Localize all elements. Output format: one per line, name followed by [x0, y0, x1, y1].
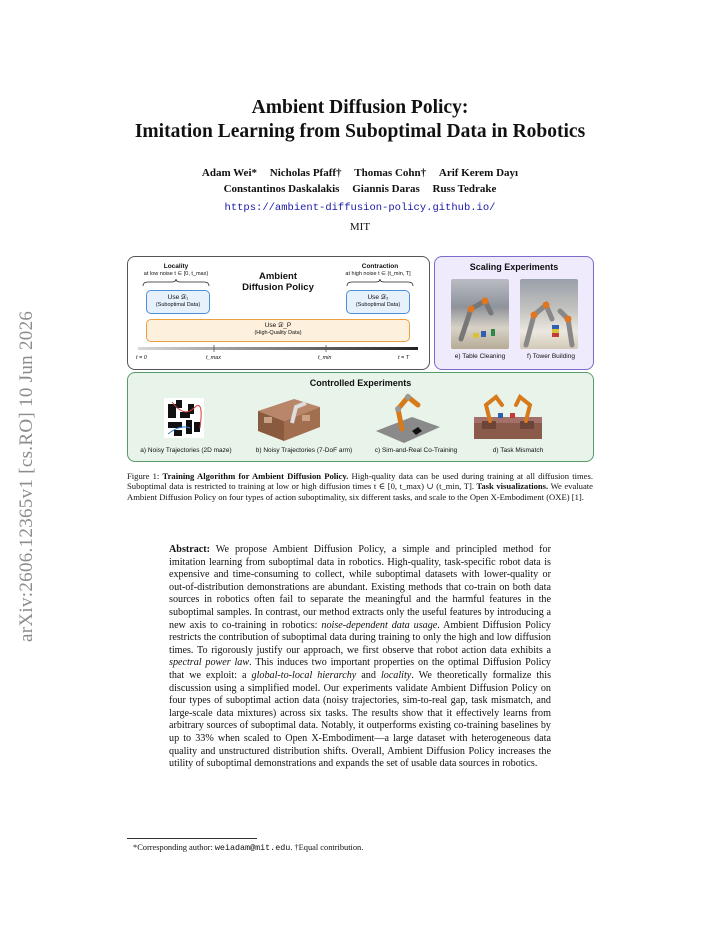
controlled-title: Controlled Experiments: [309, 378, 412, 388]
diffusion-timeline: [138, 345, 420, 353]
use-d1-box: Use 𝒟₁ (Suboptimal Data): [146, 290, 210, 314]
affiliation: MIT: [349, 221, 371, 233]
task-mismatch-image: [470, 391, 546, 443]
contraction-label: Contraction: [361, 263, 399, 270]
caption-tower-building: f) Tower Building: [527, 353, 575, 360]
tick-t0: t = 0: [136, 355, 147, 361]
author: Adam Wei*: [201, 167, 257, 179]
maze-image: [164, 398, 204, 438]
contraction-brace: [346, 279, 414, 287]
controlled-experiments-panel: [127, 372, 594, 462]
project-url-link[interactable]: https://ambient-diffusion-policy.github.io/: [224, 202, 496, 214]
locality-label: Locality: [163, 263, 189, 270]
table-cleaning-photo: [451, 279, 509, 349]
author: Nicholas Pfaff†: [269, 167, 342, 179]
scaling-title: Scaling Experiments: [469, 262, 559, 272]
footnote: *Corresponding author: weiadam@mit.edu. †Equal contribution.: [133, 843, 364, 853]
caption-7dof-arm: b) Noisy Trajectories (7-DoF arm): [255, 447, 353, 454]
locality-brace: [142, 279, 210, 287]
tick-tmax: t_max: [206, 355, 221, 361]
caption-sim-real: c) Sim-and-Real Co-Training: [374, 447, 458, 454]
title-line-2: Imitation Learning from Suboptimal Data in Robotics: [134, 121, 586, 142]
footnote-rule: [127, 838, 257, 839]
figure-caption: Figure 1: Training Algorithm for Ambient Diffusion Policy. High-quality data can be used during training at all diffusion times. Suboptimal data is restricted to training at low or high diffusion times t ∈ [0, t_max) ∪ (t_min, T]. Task visualizations. We evaluate Ambient Diffusion Policy on four types of action suboptimality, six different tasks, and scale to the Open X-Embodiment (OXE) [1].: [127, 471, 593, 502]
use-dp-box: Use 𝒟_P (High-Quality Data): [146, 319, 410, 342]
algorithm-diagram: [127, 256, 430, 370]
diagram-title: Ambient Diffusion Policy: [242, 271, 314, 293]
author: Arif Kerem Dayı: [438, 167, 519, 179]
locality-sub: at low noise t ∈ [0, t_max): [143, 271, 209, 277]
abstract-label: Abstract:: [169, 544, 211, 555]
arxiv-stamp: arXiv:2606.12365v1 [cs.RO] 10 Jun 2026: [16, 310, 37, 642]
caption-2d-maze: a) Noisy Trajectories (2D maze): [140, 447, 232, 454]
author: Thomas Cohn†: [354, 167, 427, 179]
author: Russ Tedrake: [432, 183, 497, 195]
tower-building-photo: [520, 279, 578, 349]
caption-task-mismatch: d) Task Mismatch: [492, 447, 544, 454]
scaling-experiments-panel: [434, 256, 594, 370]
paper-title: [0, 96, 720, 144]
contraction-sub: at high noise t ∈ (t_min, T]: [345, 271, 411, 277]
author: Constantinos Daskalakis: [223, 183, 340, 195]
author: Giannis Daras: [352, 183, 420, 195]
email-link[interactable]: weiadam@mit.edu: [214, 843, 291, 853]
author-list: [0, 165, 720, 197]
tick-tmin: t_min: [318, 355, 332, 361]
use-d2-box: Use 𝒟₂ (Suboptimal Data): [346, 290, 410, 314]
arm-shelf-image: [254, 393, 324, 443]
sim-real-image: [372, 391, 442, 443]
caption-table-cleaning: e) Table Cleaning: [454, 353, 506, 360]
tick-tT: t = T: [398, 355, 410, 361]
title-line-1: Ambient Diffusion Policy:: [251, 97, 469, 118]
abstract: Abstract: We propose Ambient Diffusion Policy, a simple and principled method for imitation learning from suboptimal data in robotics. High-quality, task-specific robot data is expensive and time-consuming to collect, while suboptimal datasets with lower-quality or out-of-distribution demonstrations are abundant. Existing methods that co-train on both data sources in robotics often fail to separate the meaningful and the harmful features in the suboptimal samples. In contrast, our method extracts only the useful features by introducing a new axis to co-training in robotics: noise-dependent data usage. Ambient Diffusion Policy restricts the contribution of suboptimal data during training to only the high and low diffusion times. To rigorously justify our approach, we first observe that robot action data exhibits a spectral power law. This induces two important properties on the optimal Diffusion Policy that we exploit: a global-to-local hierarchy and locality. We theoretically formalize this discussion using a simplified model. Our experiments validate Ambient Diffusion Policy on four types of suboptimal action data (noisy trajectories, sim-to-real gap, task mismatch, and large-scale data mixtures) across six tasks. The results show that it effectively learns from arbitrary sources of suboptimal data. Notably, it outperforms existing co-training baselines by up to 33% when scaled to Open X-Embodiment—a large dataset with heterogeneous data quality and unstructured distribution shifts. Overall, Ambient Diffusion Policy increases the utility of suboptimal demonstrations and expands the set of usable data sources in robotics.: [169, 544, 552, 770]
